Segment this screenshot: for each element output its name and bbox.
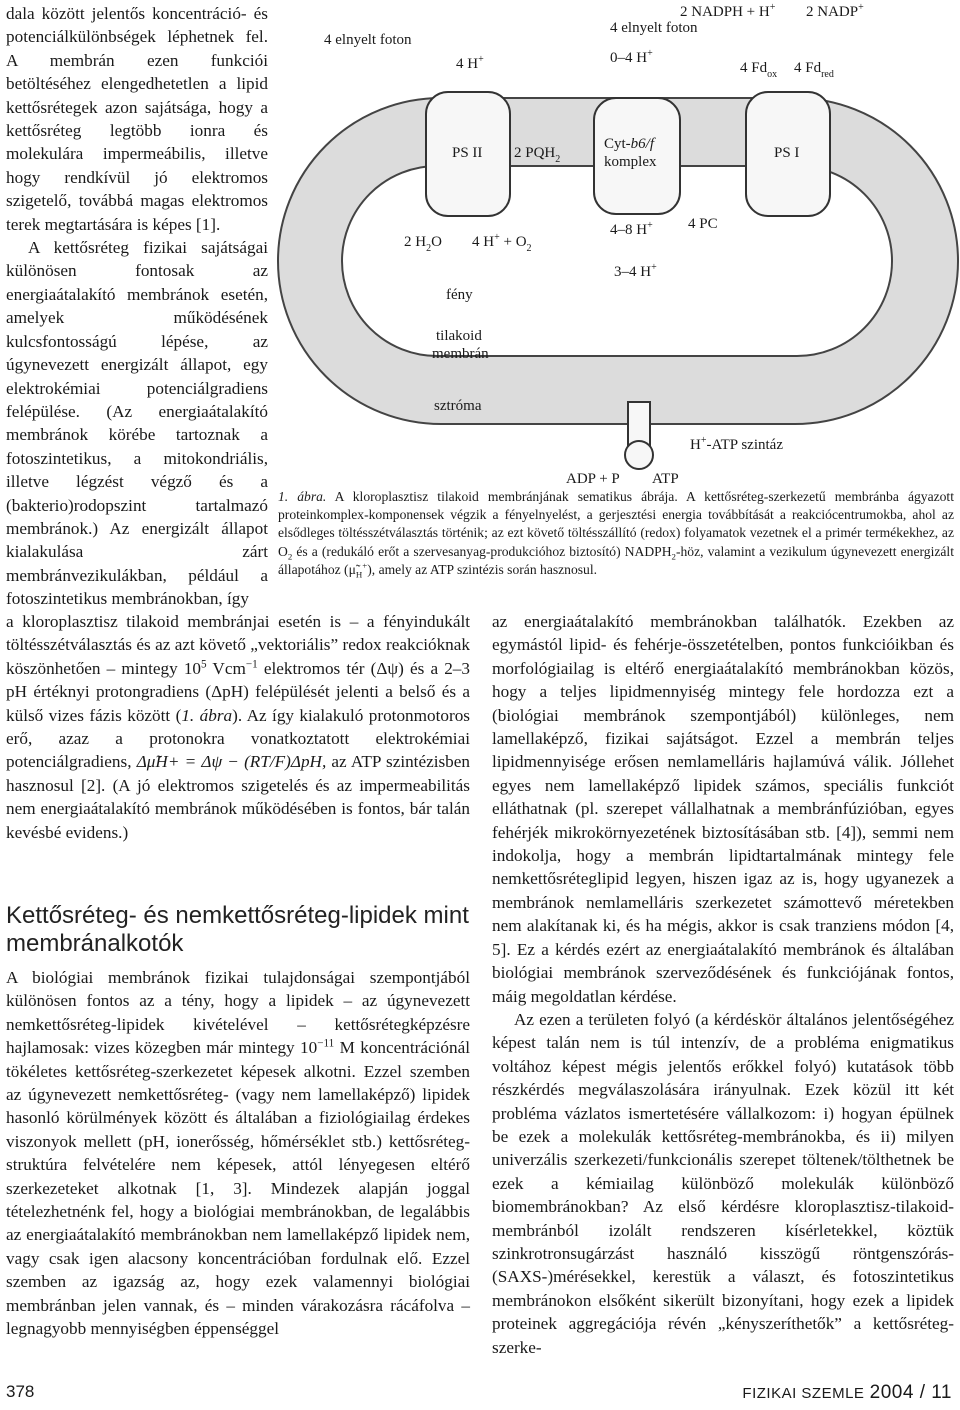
membrane-label: tilakoid <box>436 328 482 344</box>
left-lower-column <box>6 610 470 844</box>
proton-range-label: 4–8 H+ <box>610 220 653 238</box>
section-heading: Kettősréteg- és nemkettősréteg-lipidek mint membránalkotók <box>6 902 469 957</box>
left-bottom-column <box>6 966 470 1341</box>
proton-range-label: 0–4 H+ <box>610 48 653 66</box>
adp-label: ADP + P <box>566 471 620 487</box>
atp-synthase-label: H+-ATP szintáz <box>690 435 783 453</box>
nadp-label: 2 NADP+ <box>806 2 864 20</box>
paragraph: a kloroplasztisz tilakoid membránjai esetén is – a fényindukált töltésszétválasztás és az azt követő „vektoriális” redox reakcióknak köszönhetően – mintegy $10^5$ Vcm$^{-1}$ elektromos tér (Δψ) és a 2–3 pH értéknyi protongradiens (ΔpH) felépülését jelenti a belső és a külső vizes fázis között (1. ábra). Az így kialakuló protonmotoros erő, azaz a protonokra vonatkoztatott elektrokémiai potenciálgradiens, Δμ̃H+ = Δψ − (RT/F)ΔpH, az ATP szintézisben hasznosul [2]. (A jó elektromos szigetelés és az impermeabilitás nem energiaátalakító membránok működésében is fontos, bár talán kevésbé evidens.) <box>6 612 470 842</box>
proton-range-label: 3–4 H+ <box>614 262 657 280</box>
complex-label: komplex <box>604 154 657 170</box>
left-upper-column <box>6 2 268 611</box>
cyt-label: Cyt-b6/f <box>604 136 655 152</box>
thylakoid-membrane-figure <box>276 0 960 488</box>
journal-footer <box>742 1382 952 1404</box>
caption-label: 1. ábra. <box>278 489 327 504</box>
pqh2-label: 2 $PQH_2$ <box>514 145 561 165</box>
ps2-label: PS II <box>452 145 483 161</box>
light-label: fény <box>446 287 473 303</box>
plastocyanin-label: 4 PC <box>688 216 718 232</box>
fd-red-label: 4 $Fd_{red}$ <box>794 60 834 80</box>
paragraph: A kettősréteg fizikai sajátságai különösen fontosak az energiaátalakító membránok esetén, amelyek működésének kulcsfontosságú lépése, az úgynevezett energizált állapot, egy elektrokémiai potenciálgradiens felépülése. (Az energiaátalakító membránok körébe tartoznak a fotoszintetikus, a mitokondriális, illetve légzést végző és a (bakterio)rodopszint tartalmazó membránok.) Az energizált állapot kialakulása zárt membránvezikulákban, például a fotoszintetikus membránokban, így <box>6 238 268 609</box>
membrane-label: membrán <box>432 346 489 362</box>
formula: Δμ̃H+ = Δψ − (RT/F)ΔpH, <box>136 752 327 772</box>
paragraph: A biológiai membránok fizikai tulajdonságai szempontjából különösen fontos az a tény, hogy a lipidek – az úgynevezett nemkettősréteg-lipidek kivételével – kettősrétegképzésre hajlamosak: vizes közegben már mintegy $10^{-11}$ M koncentrációnál tökéletes kettősréteg-szerkezetet képesek alkotni. Ezzel szemben az úgynevezett nemkettősréteg- (vagy nem lamellaképző) lipidek hasonló körülmények között és általában a fiziológiailag érdekes viszonyok mellett (pH, ionerősség, hőmérséklet stb.) kettősréteg-struktúra felvételére nem képesek, attól lényegesen eltérő szerkezeteket alkotnak [1, 3]. Mindezek alapján joggal tételezhetnénk fel, hogy a biológiai membránokban, de legalábbis az energiaátalakító membránokban nem lamellaképző lipidek nem, vagy csak igen alacsony koncentrációban fordulnak elő. Ezzel szemben az igazság az, hogy ezek valamennyi biológiai membránban jelen vannak, és – minden várakozásra rácáfolva – legnagyobb mennyiségben éppenséggel <box>6 968 470 1339</box>
paragraph: dala között jelentős koncentráció- és potenciálkülönbségek léphetnek fel. A membrán ezen funkciói betöltéséhez elengedhetetlen a lipid kettősrétegek azon sajátsága, hogy a kettősréteg legtöbb ionra és molekulára impermeábilis, illetve hogy rendkívül jó elektromos szigetelő, továbbá magas elektromos terek megtartására is képes [1]. <box>6 4 268 234</box>
journal-name: FIZIKAI SZEMLE <box>742 1385 865 1402</box>
right-column <box>492 610 954 1359</box>
figure-svg <box>276 0 960 488</box>
figure-caption: 1. ábra. A kloroplasztisz tilakoid membránjának sematikus ábrája. A kettősréteg-szerkezetű membránba ágyazott proteinkomplex-komponensek végzik a fényelnyelést, a gerjesztési energia továbbítását a reakciócentrumokba, ahol az elsődleges töltésszétválasztás történik; az ezt követő töltésszállító (redox) folyamatok vezetnek el a primér termékekhez, az $O_2$ és a (redukáló erőt a szervesanyag-produkcióhoz biztosító) $NADPH_2$-höz, valamint a vezikulum úgynevezett energizált állapotához $(\mũ_H^+)$, amely az ATP szintézis során hasznosul. <box>278 489 954 580</box>
fd-ox-label: 4 $Fd_{ox}$ <box>740 60 778 80</box>
figure-reference: 1. ábra <box>181 705 233 725</box>
atp-label: ATP <box>652 471 679 487</box>
paragraph: Az ezen a területen folyó (a kérdéskör általános jelentőségéhez képest talán nem is túl intenzív, de a probléma enigmatikus voltához képest mégis jelentős erőkkel folyó) kutatások több részkérdés megválaszolására irányulnak. Ezek közül itt két probléma vázlatos ismertetésére vállalkozom: i) hogyan épülnek be ezek a molekulák kettősréteg-membránokba, és ii) milyen univerzális szerkezeti/funkcionális szerepet töltenek/tölthetnek be ezek a kémiailag különböző molekulák különböző biomembránokban? Az első kérdésre kloroplasztisz-tilakoid-membránból izolált rendszeren kísérletekkel, köztük szinkrotronsugárzást használó kisszögű röntgenszórás- (SAXS-)mérésekkel, kerestük a választ, és fotoszintetikus membránokon elsőként sikerült bizonyítani, hogy ezek a lipidek proteinek aggregációja révén „kényszeríthetők” a kettősréteg-szerke- <box>492 1009 954 1357</box>
page-number: 378 <box>6 1382 35 1401</box>
atp-synthase-head <box>625 441 653 469</box>
nadph-label: 2 NADPH + H+ <box>680 2 776 20</box>
proton-label: 4 H+ <box>456 54 484 72</box>
paragraph: az energiaátalakító membránokban találhatók. Ezekben az egymástól lipid- és fehérje-összetételben, pontos funkcióikban és morfológiailag is eltérő energiaátalakító membránokban közös, hogy a teljes lipidmennyiség mintegy fele hordozza ezt a (biológiai membránok szempontjából) különleges, nem lamellaképző, fizikai sajátságot. Ezzel a membrán teljes lipidmennyisége erősen nemlamelláris hajlamúvá válik. Jóllehet egyes nem lamellaképző lipidek számos, speciális funkciót elláthatnak (pl. szerepet vállalhatnak a membránfúzióban, egyes fehérjék mikrokörnyezetének biztosításában stb. [4]), semmi nem indokolja, hogy a membrán lipidtartalmának mintegy fele nemkettősréteglipid legyen, hiszen igaz az is, hogy ugyanezek a membránok nemlamelláris szerkezetet számottevő méretekben nem alakítanak ki, és ha mégis, akkor is csak tranziens módon [4, 5]. Ez a kérdés ezért az energiaátalakító membránok és általában biológiai membránok szerveződésének és funkciójának fontos, máig megoldatlan kérdése. <box>492 612 954 1006</box>
ps1-label: PS I <box>774 145 800 161</box>
stroma-label: sztróma <box>434 398 482 414</box>
absorbed-photon-label: 4 elnyelt foton <box>610 20 698 36</box>
absorbed-photon-label: 4 elnyelt foton <box>324 32 412 48</box>
proton-oxygen-label: 4 $H^+ + O_2$ <box>472 232 532 254</box>
journal-issue: 2004 / 11 <box>869 1382 952 1403</box>
water-label: 2 $H_2O$ <box>404 234 442 254</box>
